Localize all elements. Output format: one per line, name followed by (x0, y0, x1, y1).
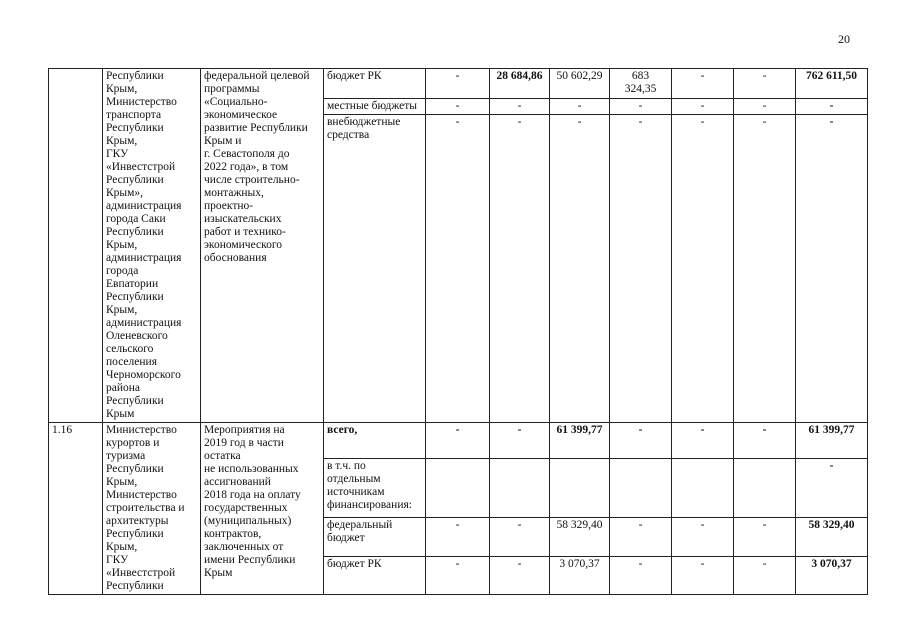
value-cell: - (610, 423, 672, 459)
value-cell: - (490, 99, 550, 115)
total-cell: 61 399,77 (796, 423, 868, 459)
funding-source-cell: всего, (324, 423, 426, 459)
value-cell: - (550, 115, 610, 423)
value-cell: 28 684,86 (490, 69, 550, 99)
funding-source-cell: бюджет РК (324, 556, 426, 594)
value-cell: - (734, 115, 796, 423)
executor-cell: Республики Крым, Министерство транспорта Республики Крым, ГКУ «Инвестстрой Республики Крым», администрация города Саки Республики Крым, администрация города Евпатории Республики Крым, администрация Оленевского сельского поселения Черноморского района Республики Крым (103, 69, 201, 423)
activity-cell: Мероприятия на 2019 год в части остатка не использованных ассигнований 2018 года на оплату государственных (муниципальных) контрактов, заключенных от имени Республики Крым (201, 423, 324, 595)
total-cell: 58 329,40 (796, 518, 868, 556)
page-number: 20 (838, 32, 850, 46)
value-cell: - (490, 556, 550, 594)
value-cell (426, 459, 490, 518)
value-cell: - (610, 99, 672, 115)
value-cell: - (426, 69, 490, 99)
total-cell: - (796, 99, 868, 115)
value-cell: - (426, 518, 490, 556)
value-cell: - (672, 115, 734, 423)
value-cell: - (610, 556, 672, 594)
value-cell: - (672, 69, 734, 99)
table-row (49, 423, 868, 459)
funding-source-cell: бюджет РК (324, 69, 426, 99)
activity-cell: федеральной целевой программы «Социально- экономическое развитие Республики Крым и г. Севастополя до 2022 года», в том числе строительно- монтажных, проектно- изыскательских работ и технико- экономического обоснования (201, 69, 324, 423)
budget-table (48, 68, 868, 595)
value-cell: 3 070,37 (550, 556, 610, 594)
value-cell: - (426, 99, 490, 115)
value-cell: 50 602,29 (550, 69, 610, 99)
funding-source-cell: внебюджетные средства (324, 115, 426, 423)
total-cell: 762 611,50 (796, 69, 868, 99)
value-cell: - (672, 556, 734, 594)
row-number-cell (49, 69, 103, 423)
total-cell: - (796, 459, 868, 518)
value-cell: - (734, 69, 796, 99)
value-cell: - (610, 518, 672, 556)
value-cell: - (490, 518, 550, 556)
value-cell: - (610, 115, 672, 423)
executor-cell: Министерство курортов и туризма Республики Крым, Министерство строительства и архитектуры Республики Крым, ГКУ «Инвестстрой Республики (103, 423, 201, 595)
value-cell: - (672, 99, 734, 115)
value-cell: 58 329,40 (550, 518, 610, 556)
value-cell: - (734, 423, 796, 459)
value-cell: 61 399,77 (550, 423, 610, 459)
value-cell: - (550, 99, 610, 115)
value-cell (550, 459, 610, 518)
value-cell: - (426, 556, 490, 594)
value-cell: - (734, 99, 796, 115)
funding-source-cell: федеральный бюджет (324, 518, 426, 556)
value-cell: - (672, 518, 734, 556)
value-cell: - (490, 423, 550, 459)
table-row (49, 69, 868, 99)
total-cell: 3 070,37 (796, 556, 868, 594)
value-cell: - (734, 556, 796, 594)
total-cell: - (796, 115, 868, 423)
value-cell: - (426, 423, 490, 459)
value-cell: - (672, 423, 734, 459)
value-cell (610, 459, 672, 518)
funding-source-cell: местные бюджеты (324, 99, 426, 115)
value-cell: 683 324,35 (610, 69, 672, 99)
value-cell: - (734, 518, 796, 556)
value-cell (490, 459, 550, 518)
row-number-cell: 1.16 (49, 423, 103, 595)
value-cell (734, 459, 796, 518)
funding-source-cell: в т.ч. по отдельным источникам финансирования: (324, 459, 426, 518)
value-cell (672, 459, 734, 518)
value-cell: - (490, 115, 550, 423)
value-cell: - (426, 115, 490, 423)
